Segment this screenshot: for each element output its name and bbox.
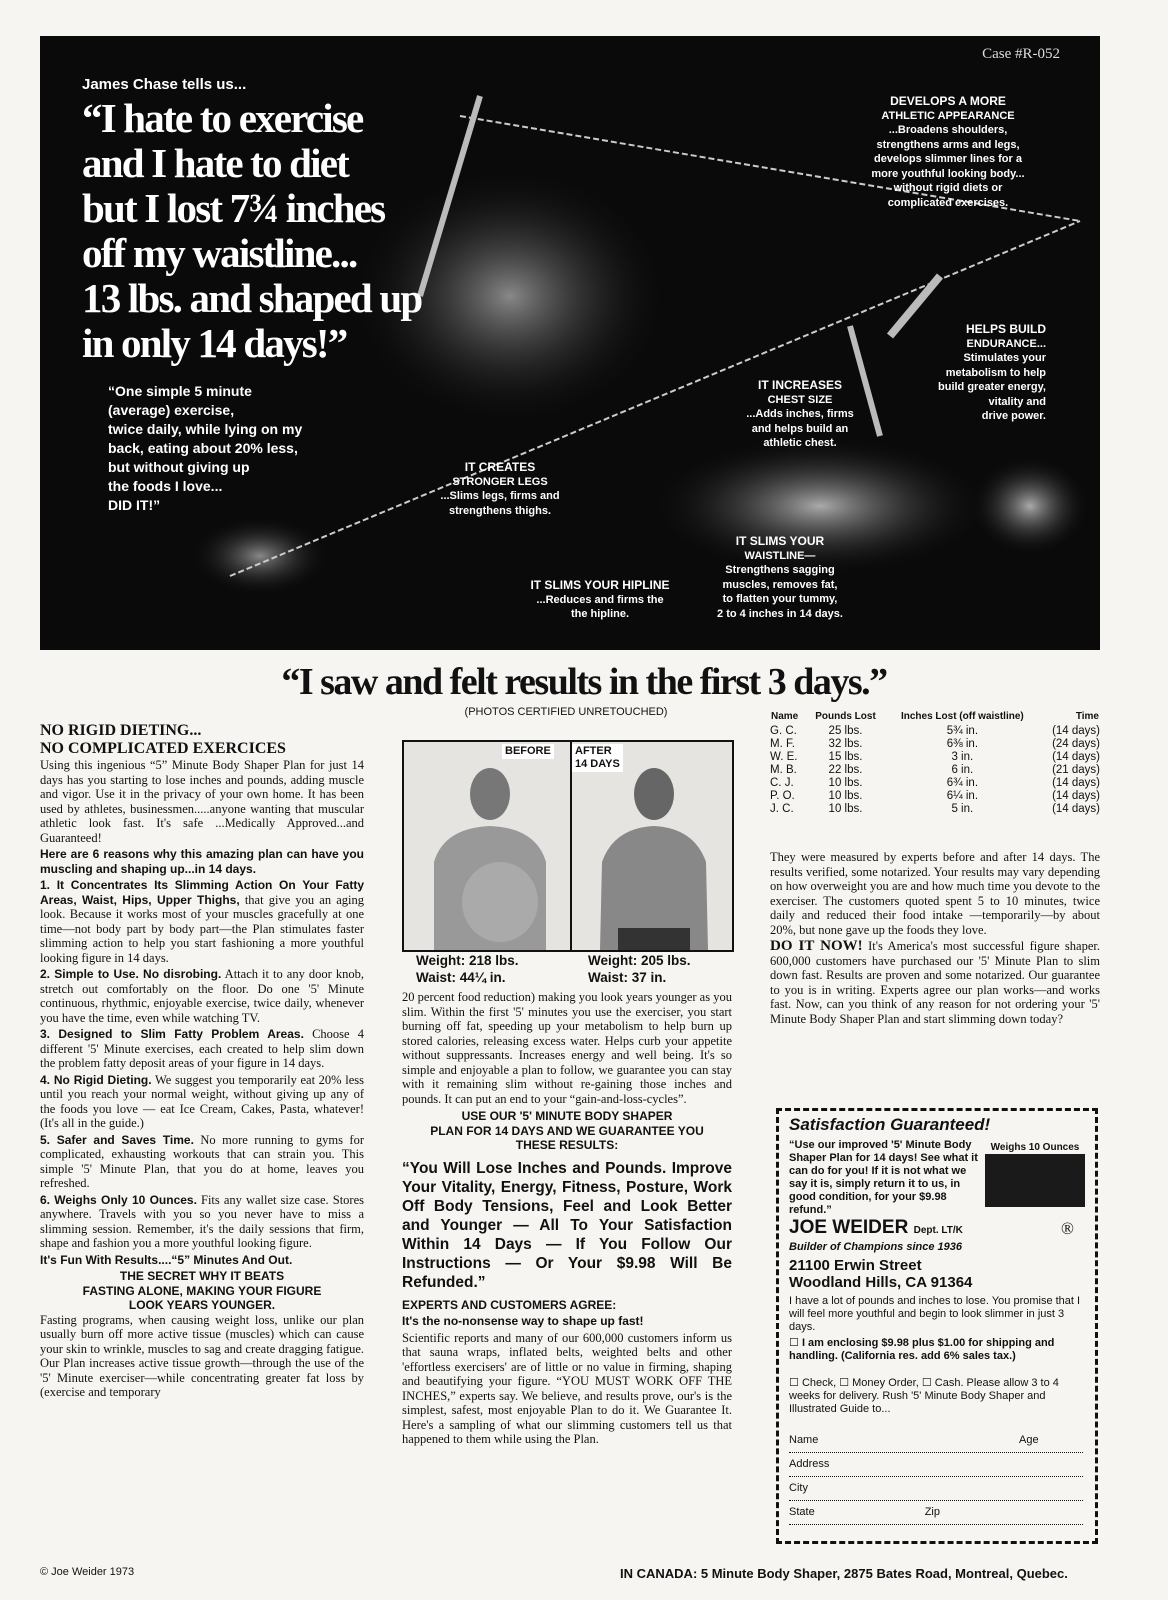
testimonial-intro: James Chase tells us... (82, 76, 247, 93)
body-column-right (770, 850, 1100, 1028)
headline-line: 13 lbs. and shaped up (82, 275, 422, 321)
brand-tagline: Builder of Champions since 1936 (789, 1241, 962, 1253)
enclose-row: ☐ I am enclosing $9.98 plus $1.00 for shipping and handling. (California res. add 6% sales tax.) (789, 1337, 1055, 1362)
pledge-text: I have a lot of pounds and inches to lose. You promise that I will feel more youthful and begin to look slimmer in just 3 days. (789, 1295, 1081, 1333)
state-zip-field[interactable]: State Zip (789, 1501, 1083, 1525)
quote-line: “One simple 5 minute (108, 383, 252, 399)
experts-paragraph: Scientific reports and many of our 600,000 customers inform us that sauna wraps, inflated belts, weighted belts and other 'effortless exercisers' are of little or no value in firming, shaping and beautifying your figure. “YOU MUST WORK OFF THE INCHES,” experts say. We believe, and results prove, our's is the simplest, safest, most enjoyable Plan to do it. We Guarantee It. Here's a sampling of what our slimming customers tell us that happened to them while using the Plan. (402, 1330, 732, 1446)
callout-hipline: IT SLIMS YOUR HIPLINE ...Reduces and firms the the hipline. (530, 578, 670, 620)
guarantee-text: “Use our improved '5' Minute Body Shaper Plan for 14 days! See what it can do for you! If it is not what we say it is, simply return it to us, in good condition, for your $9.98 refund.” (789, 1139, 978, 1216)
body-column-left (40, 722, 364, 1402)
callout-athletic: DEVELOPS A MORE ATHLETIC APPEARANCE ...Broadens shoulders, strengthens arms and legs, develops slimmer lines for a more youthful looking body... without rigid diets or complicated exercises. (871, 94, 1025, 209)
after-label: AFTER 14 DAYS (572, 744, 623, 772)
headline-line: but I lost 7¾ inches (82, 185, 385, 231)
body-column-center (402, 990, 732, 1449)
payment-row: ☐ Check, ☐ Money Order, ☐ Cash. Please allow 3 to 4 weeks for delivery. Rush '5' Minute Body Shaper and Illustrated Guide to... (789, 1377, 1059, 1415)
headline-line: and I hate to diet (82, 140, 349, 186)
before-after-figures (404, 742, 732, 950)
before-label: BEFORE (502, 744, 554, 759)
before-after-photos (402, 740, 734, 952)
reason-item: 1. It Concentrates Its Slimming Action On Your Fatty Areas, Waist, Hips, Upper Thighs, that give you an aging look. Because it works most of your muscles gracefully at one time—not body part by body part—the Plan stimulates faster slimming action to help you start fashioning a more youthful looking figure in 14 days. (40, 878, 365, 965)
reason-item: 2. Simple to Use. No disrobing. Attach it to any door knob, stretch out comfortably on the floor. Do one '5' Minute continuous, rhythmic, enjoyable exercise, twice daily, whenever you have the time, even while watching TV. (40, 967, 364, 1025)
table-row: J. C. 10 lbs. 5 in. (14 days) (770, 803, 1100, 815)
fasting-paragraph: Fasting programs, when causing weight loss, unlike our plan usually burn off more active tissue (muscles) which can cause your skin to wrinkle, muscles to sag and create dragging fatigue. Our Plan increases active tissue growth—through the use of the '5' Minute exerciser—while concentrating greater fat loss by (exercise and temporary (40, 1312, 364, 1399)
center-paragraph: 20 percent food reduction) making you look years younger as you slim. Within the first '5' minutes you use the exerciser, you start burning off fat, speeding up your metabolism to help burn up stored calories, releasing excess water. Helps curb your appetite without suppressants. Increases energy and well being. It's so simple and enjoyable a plan to follow, we guarantee you can stay with it remaining slim without re-gaining those inches and pounds. It can put an end to your “gain-and-loss-cycles”. (402, 990, 732, 1106)
reason-item: 3. Designed to Slim Fatty Problem Areas. Choose 4 different '5' Minute exercises, each created to help slim down the problem fatty deposit areas of your figure in 14 days. (40, 1027, 364, 1070)
reason-item: 5. Safer and Saves Time. No more running to gyms for complicated, exhausting workouts that can strain you. This simple '5' Minute Plan, that you do at home, leaves you refreshed. (40, 1132, 364, 1190)
table-row: G. C. 25 lbs. 5¾ in. (14 days) (770, 725, 1100, 737)
city-field[interactable]: City (789, 1477, 1083, 1501)
order-coupon[interactable] (776, 1108, 1098, 1544)
dept-code: Dept. LT/K (913, 1225, 963, 1236)
quote-line: twice daily, while lying on my (108, 421, 303, 437)
before-stats: Weight: 218 lbs. Waist: 44¼ in. (416, 953, 519, 985)
do-it-now-paragraph: DO IT NOW! It's America's most successful figure shaper. 600,000 customers have purchased our '5' Minute Plan to slim down fast. Results are proven and some notarized. Our guarantee to you is in writing. Experts agree our plan works—and works fast. Now, can you think of any reason for not ordering your '5' Minute Body Shaper Plan and start slimming down today? (770, 938, 1100, 1026)
headline-line: in only 14 days!” (82, 320, 347, 366)
satisfaction-title: Satisfaction Guaranteed! (789, 1115, 991, 1134)
hero-photo-panel (40, 36, 1100, 650)
heading-no-dieting: NO RIGID DIETING... (40, 722, 202, 739)
table-header-row: Name Pounds Lost Inches Lost (off waistline) Time (771, 711, 1099, 722)
table-row: M. B. 22 lbs. 6 in. (21 days) (770, 764, 1100, 776)
reason-item: 6. Weighs Only 10 Ounces. Fits any wallet size case. Stores anywhere. Travels with you so you never have to miss a slimming session. Remember, it's the daily sessions that firm, shape and fashion you a more youthful looking figure. (40, 1192, 365, 1250)
quote-line: but without giving up (108, 459, 250, 475)
table-row: P. O. 10 lbs. 6¼ in. (14 days) (770, 790, 1100, 802)
reasons-heading: Here are 6 reasons why this amazing plan can have you muscling and shaping up...in 14 days. (40, 847, 364, 876)
callout-legs: IT CREATES STRONGER LEGS ...Slims legs, firms and strengthens thighs. (440, 460, 560, 517)
hero-quote (108, 382, 398, 515)
subheadline: “I saw and felt results in the first 3 days.” (281, 661, 887, 703)
name-field[interactable]: Name Age (789, 1429, 1083, 1453)
check-checkbox[interactable]: ☐ (789, 1377, 799, 1389)
promise-text: “You Will Lose Inches and Pounds. Improve Your Vitality, Energy, Fitness, Posture, Work Off Body Tensions, Feel and Look Better and Younger — All To Your Satisfaction Within 14 Days — If You Follow Our Instructions — Or Your $9.98 Will Be Refunded.” (402, 1159, 732, 1291)
table-row: M. F. 32 lbs. 6⅜ in. (24 days) (770, 738, 1100, 750)
experts-subheading: It's the no-nonsense way to shape up fast! (402, 1314, 644, 1328)
reason-item: 4. No Rigid Dieting. We suggest you temporarily eat 20% less until you reach your normal weight, without giving up any of the foods you love — eat Ice Cream, Cakes, Pasta, whatever! (It's all in the guide.) (40, 1072, 364, 1130)
quote-line: the foods I love... (108, 478, 223, 494)
headline-line: off my waistline... (82, 230, 357, 276)
guarantee-heading: USE OUR '5' MINUTE BODY SHAPER PLAN FOR 14 DAYS AND WE GUARANTEE YOU THESE RESULTS: (430, 1109, 704, 1152)
enclose-checkbox[interactable]: ☐ (789, 1337, 799, 1349)
fun-line: It's Fun With Results....“5” Minutes And Out. (40, 1252, 293, 1267)
photos-caption: (PHOTOS CERTIFIED UNRETOUCHED) (464, 706, 668, 718)
callout-waistline: IT SLIMS YOUR WAISTLINE— Strengthens sagging muscles, removes fat, to flatten your tummy, 2 to 4 inches in 14 days. (717, 534, 843, 620)
copyright: © Joe Weider 1973 (40, 1566, 135, 1578)
brand-line (789, 1217, 963, 1239)
address-field[interactable]: Address (789, 1453, 1083, 1477)
experts-heading: EXPERTS AND CUSTOMERS AGREE: (402, 1297, 617, 1312)
results-table (770, 710, 1100, 816)
quote-line: back, eating about 20% less, (108, 440, 298, 456)
registered-mark: ® (1061, 1219, 1074, 1238)
callout-chest: IT INCREASES CHEST SIZE ...Adds inches, firms and helps build an athletic chest. (746, 378, 854, 449)
company-address: 21100 Erwin Street Woodland Hills, CA 91364 (789, 1257, 973, 1291)
callout-endurance: HELPS BUILD ENDURANCE... Stimulates your metabolism to help build greater energy, vitality and drive power. (938, 322, 1046, 422)
case-number: Case #R-052 (982, 46, 1060, 62)
hero-headline (82, 96, 552, 366)
quote-line: DID IT!” (108, 497, 161, 513)
product-image: Weighs 10 Ounces (985, 1141, 1085, 1207)
secret-heading: THE SECRET WHY IT BEATS FASTING ALONE, MAKING YOUR FIGURE LOOK YEARS YOUNGER. (82, 1269, 322, 1312)
address-form (789, 1429, 1083, 1525)
table-row: W. E. 15 lbs. 3 in. (14 days) (770, 751, 1100, 763)
measured-paragraph: They were measured by experts before and after 14 days. The results verified, some notarized. Your results may vary depending on how overweight you are and how much time you devote to the exerciser. The customers quoted spent 5 to 10 minutes, twice daily and reduced their food intake —temporarily—by about 20%, but none gave up the foods they love. (770, 850, 1100, 937)
table-row: C. J. 10 lbs. 6¾ in. (14 days) (770, 777, 1100, 789)
brand-name: JOE WEIDER (789, 1217, 909, 1238)
intro-paragraph: Using this ingenious “5” Minute Body Shaper Plan for just 14 days has you starting to lose inches and pounds, adding muscle and vigor. Use it in the privacy of your own home. It has been used by athletes, businessmen.....anyone wanting that muscular athletic look fast. It's safe ...Medically Approved...and Guaranteed! (40, 758, 364, 845)
canada-address: IN CANADA: 5 Minute Body Shaper, 2875 Bates Road, Montreal, Quebec. (620, 1566, 1068, 1581)
heading-no-exercises: NO COMPLICATED EXERCICES (40, 740, 286, 757)
quote-line: (average) exercise, (108, 402, 235, 418)
after-stats: Weight: 205 lbs. Waist: 37 in. (588, 953, 691, 985)
headline-line: “I hate to exercise (82, 95, 363, 141)
